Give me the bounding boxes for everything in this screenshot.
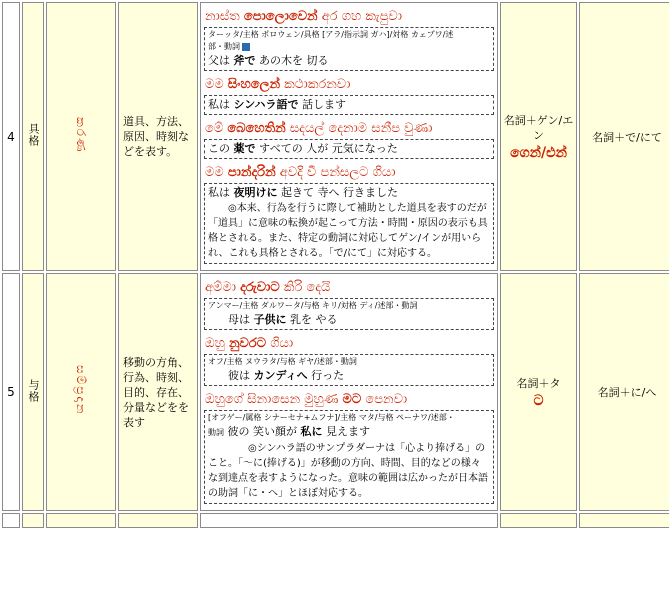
example-sentence [205,7,494,27]
case-suffix: ට [533,392,544,409]
usage-note [208,201,490,261]
translation [208,141,490,156]
translation-part: 彼の 笑い顔が [227,425,301,438]
gloss-line-2 [208,41,490,53]
gloss-box [204,183,494,264]
sentence-keyword: මට [342,392,362,407]
translation-keyword: 薬で [233,142,256,155]
translation-part: この [208,142,234,155]
sentence-part: මම [205,77,228,92]
translation [208,185,490,200]
sentence-part: කිරි දෙයි [279,280,331,295]
translation-keyword: 斧で [233,54,256,67]
sentence-keyword: බෙහෙතින් [227,121,286,136]
gloss-box [204,354,494,386]
translation-keyword: 私に [300,425,323,438]
case-name-kanji [22,2,44,271]
translation-part: 私は [208,98,234,111]
gloss-box [204,298,494,330]
translation-part: あの木を 切る [255,54,329,67]
case-description: 移動の方角、行為、時刻、目的、存在、分量などをを表す [118,273,198,511]
sentence-part: ගියා [266,336,294,351]
row-number-empty [2,513,20,528]
usage-note [208,441,490,501]
sentence-part: අර ගහ කැපුවා [317,9,403,24]
case-form-label: 名詞＋タ [516,376,561,390]
table-row [2,2,669,271]
usage-note-text: ◎シンハラ語のサンプラダーナは「心より捧げる」のこと。「〜に(捧げる)」が移動の方向、時間、目的などの様々な到達点を表すようになった。意味の範囲は広かったが日本語の助詞「に・へ」とほぼ対応する。 [208,443,488,499]
translation [208,368,490,383]
gloss-box [204,95,494,115]
case-form-label: 名詞＋ゲン/エン [503,113,574,142]
gloss-line-2: 動詞 [208,428,224,437]
translation-part: 話します [298,98,346,111]
japanese-equivalent: 名詞＋で/にて [579,2,669,271]
sentence-part: මම [205,165,228,180]
translation [208,312,490,327]
sentence-part: නාස්ත [205,9,244,24]
sentence-part: කථාකරනවා [280,77,351,92]
row-number: 4 [2,2,20,271]
translation-part: 見えます [322,425,370,438]
japanese-equivalent-empty [579,513,669,528]
translation [208,97,490,112]
gloss-line: アンマー/主格 ダルワータ/与格 キリ/対格 ディ/述部・動詞 [208,301,418,310]
row-number: 5 [2,273,20,511]
case-name-kanji-text: 与格 [27,378,40,403]
case-form-empty [500,513,577,528]
case-suffix: ගෙන්/එන් [510,144,567,161]
translation-part: 行った [307,369,345,382]
info-icon [242,43,250,51]
translation [208,53,490,68]
case-name-kanji [22,273,44,511]
sentence-part: ඔහුගේ සිනාසෙන මුහුණ [205,392,343,407]
translation-keyword: 夜明けに [233,186,278,199]
translation-part: 私は [208,186,234,199]
sentence-keyword: සිංහලෙන් [227,77,281,92]
example-sentence [205,334,494,354]
example-cell-empty [200,513,498,528]
sentence-part: පෙනවා [361,392,408,407]
example-sentence [205,75,494,95]
example-sentence [205,390,494,410]
sentence-part: අවදි වී පන්සලට ගියා [275,165,396,180]
example-sentence [205,278,494,298]
translation-part: 起きて 寺へ 行きました [277,186,398,199]
example-cell [200,273,498,511]
example-cell [200,2,498,271]
sentence-keyword: දරුවාට [240,280,280,295]
gloss-line: オフ/主格 ヌウラタ/与格 ギヤ/述部・動詞 [208,357,357,366]
translation-keyword: シンハラ語で [233,98,299,111]
example-sentence [205,163,494,183]
translation-keyword: カンディへ [253,369,308,382]
gloss-line: [オフゲー/属格 シナーセナ+ムフナ]/主格 マタ/与格 ペーナワ/述部・ [208,413,455,422]
sentence-part: අම්මා [205,280,241,295]
translation [208,424,490,440]
translation-part: 彼は [228,369,254,382]
case-name-sinhala [46,273,116,511]
table-row-partial [2,513,669,528]
case-form [500,273,577,511]
sentence-part: ඔහු [205,336,229,351]
gloss-line: ターッタ/主格 ポロウェン/具格 [アラ/指示詞 ガハ]/対格 カェプワ/述 [208,30,454,39]
case-description: 道具、方法、原因、時刻などを表す。 [118,2,198,271]
sentence-keyword: පාන්දරින් [227,165,276,180]
case-name-sinhala-text: සම්ප්‍රදාන [74,365,88,416]
case-form [500,2,577,271]
translation-part: 母は [228,313,254,326]
usage-note-text: ◎本来、行為を行うに際して補助とした道具を表すのだが「道具」に意味の転換が起こって方法・時間・原因の表示も具格とされる。また、特定の動詞に対応してゲン/インが用いられ、これも具格とされる。「で/にて」に対応する。 [208,203,488,259]
gloss-box [204,410,494,504]
gloss-box [204,139,494,159]
translation-keyword: 子供に [253,313,287,326]
translation-part: 父は [208,54,234,67]
translation-part: すべての 人が 元気になった [255,142,398,155]
gloss-line-text: 部・動詞 [208,42,240,51]
translation-part: 乳を やる [286,313,338,326]
gloss-box [204,27,494,71]
case-name-sinhala-empty [46,513,116,528]
sentence-part: මේ [205,121,228,136]
case-name-kanji-empty [22,513,44,528]
case-description-empty [118,513,198,528]
sentence-keyword: පොලොවෙන් [243,9,318,24]
example-sentence [205,119,494,139]
case-name-sinhala [46,2,116,271]
sentence-keyword: නුවරට [229,336,267,351]
case-name-sinhala-text: කරණ [74,116,88,154]
japanese-equivalent: 名詞＋に/へ [579,273,669,511]
table-row [2,273,669,511]
case-name-kanji-text: 具格 [27,123,40,147]
sentence-part: සදයල් දෙනාම සනීප වුණා [285,121,433,136]
